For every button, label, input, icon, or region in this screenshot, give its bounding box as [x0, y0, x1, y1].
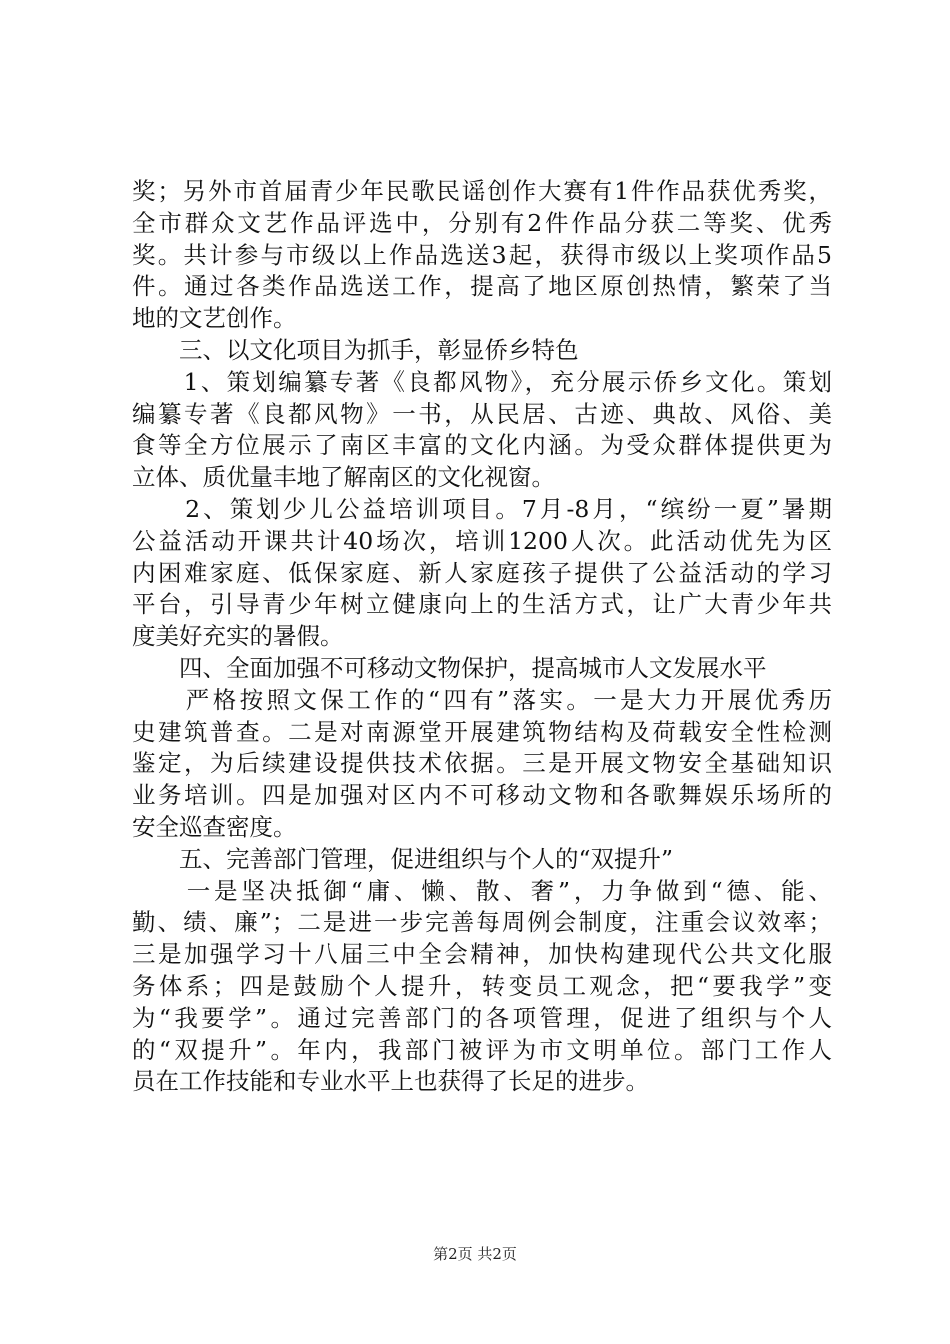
text-line: 业务培训。四是加强对区内不可移动文物和各歌舞娱乐场所的 — [132, 781, 832, 810]
text-line: 严格按照文保工作的“四有”落实。一是大力开展优秀历 — [132, 685, 832, 714]
text-line: 员在工作技能和专业水平上也获得了长足的进步。 — [132, 1067, 649, 1096]
text-line: 鉴定，为后续建设提供技术依据。三是开展文物安全基础知识 — [132, 749, 832, 778]
document-body — [132, 176, 832, 1098]
text-line: 立体、质优量丰地了解南区的文化视窗。 — [132, 463, 555, 492]
text-line: 安全巡查密度。 — [132, 812, 297, 841]
text-line: 一是坚决抵御“庸、懒、散、奢”，力争做到“德、能、 — [132, 876, 832, 905]
text-line: 奖；另外市首届青少年民歌民谣创作大赛有1件作品获优秀奖， — [132, 177, 832, 205]
text-line: 三、以文化项目为抓手，彰显侨乡特色 — [132, 335, 579, 364]
text-line: 平台，引导青少年树立健康向上的生活方式，让广大青少年共 — [132, 590, 832, 619]
page-footer: 第2页 共2页 — [433, 1245, 517, 1263]
text-line: 2、策划少儿公益培训项目。7月-8月，“缤纷一夏”暑期 — [132, 494, 832, 523]
text-line: 内困难家庭、低保家庭、新人家庭孩子提供了公益活动的学习 — [132, 558, 832, 587]
text-line: 全市群众文艺作品评选中，分别有2件作品分获二等奖、优秀 — [132, 208, 832, 237]
text-line: 四、全面加强不可移动文物保护，提高城市人文发展水平 — [132, 653, 767, 682]
text-line: 五、完善部门管理，促进组织与个人的“双提升” — [132, 844, 674, 873]
text-line: 地的文艺创作。 — [132, 304, 297, 333]
text-line: 奖。共计参与市级以上作品选送3起，获得市级以上奖项作品5 — [132, 240, 832, 269]
text-line: 1、策划编纂专著《良都风物》，充分展示侨乡文化。策划 — [132, 367, 832, 396]
text-line: 三是加强学习十八届三中全会精神，加快构建现代公共文化服 — [132, 940, 832, 969]
text-line: 为“我要学”。通过完善部门的各项管理，促进了组织与个人 — [132, 1003, 832, 1032]
text-line: 史建筑普查。二是对南源堂开展建筑物结构及荷载安全性检测 — [132, 717, 832, 746]
text-line: 件。通过各类作品选送工作，提高了地区原创热情，繁荣了当 — [132, 272, 832, 301]
text-line: 食等全方位展示了南区丰富的文化内涵。为受众群体提供更为 — [132, 431, 832, 460]
text-line: 勤、绩、廉”；二是进一步完善每周例会制度，注重会议效率； — [132, 908, 832, 937]
text-line: 编纂专著《良都风物》一书，从民居、古迹、典故、风俗、美 — [132, 399, 832, 428]
text-line: 公益活动开课共计40场次，培训1200人次。此活动优先为区 — [132, 526, 832, 555]
text-line: 的“双提升”。年内，我部门被评为市文明单位。部门工作人 — [132, 1035, 832, 1064]
text-line: 务体系；四是鼓励个人提升，转变员工观念，把“要我学”变 — [132, 971, 832, 1000]
text-line: 度美好充实的暑假。 — [132, 622, 344, 651]
